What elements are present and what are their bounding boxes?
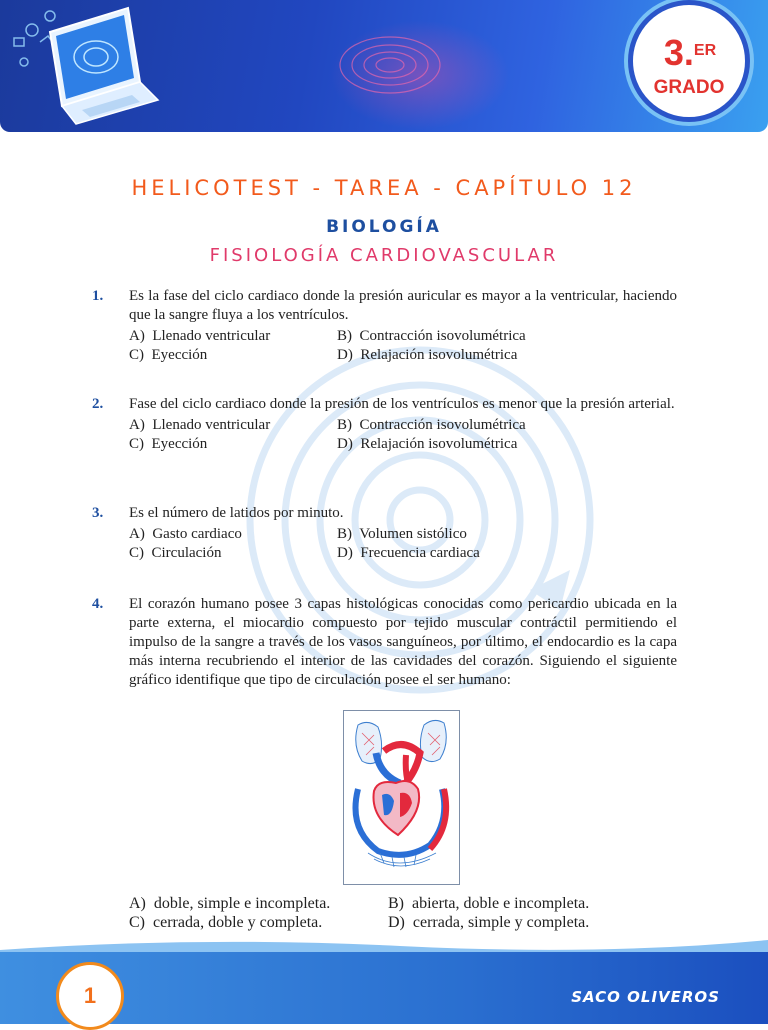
question-number: 1.: [92, 288, 104, 304]
option-a[interactable]: A) Gasto cardiaco: [129, 526, 242, 542]
brand-name: SACO OLIVEROS: [571, 988, 720, 1006]
option-c[interactable]: C) Eyección: [129, 436, 208, 452]
laptop-icon: [10, 2, 160, 128]
option-c[interactable]: C) Eyección: [129, 347, 208, 363]
question-1: [92, 287, 677, 365]
grade-word: GRADO: [653, 77, 725, 98]
question-text: Fase del ciclo cardiaco donde la presión de los ventrículos es menor que la presión arterial.: [129, 396, 675, 412]
grade-badge: [628, 0, 750, 122]
subject-title: BIOLOGÍA: [326, 217, 442, 237]
grade-number: 3.$^{ER}$: [663, 32, 717, 73]
topic-title: FISIOLOGÍA CARDIOVASCULAR: [209, 245, 559, 266]
option-d[interactable]: D) cerrada, simple y completa.: [388, 914, 590, 931]
options: [129, 525, 677, 563]
option-b[interactable]: B) Contracción isovolumétrica: [337, 417, 526, 433]
header-banner: [0, 0, 768, 132]
option-d[interactable]: D) Frecuencia cardiaca: [337, 545, 480, 561]
option-b[interactable]: B) Contracción isovolumétrica: [337, 328, 526, 344]
question-number: 4.: [92, 596, 104, 612]
option-b[interactable]: B) Volumen sistólico: [337, 526, 467, 542]
question-number: 3.: [92, 505, 104, 521]
question-3: [92, 504, 677, 563]
options: [129, 416, 677, 454]
banner-spiral: [330, 25, 450, 105]
question-2: [92, 395, 677, 454]
circulation-diagram: [343, 710, 460, 885]
heart-circulation-image: [344, 711, 459, 884]
question-4: [92, 595, 677, 690]
option-c[interactable]: C) Circulación: [129, 545, 222, 561]
option-a[interactable]: A) Llenado ventricular: [129, 328, 271, 344]
question-text: Es el número de latidos por minuto.: [129, 505, 344, 521]
option-d[interactable]: D) Relajación isovolumétrica: [337, 436, 518, 452]
options: [129, 327, 677, 365]
option-b[interactable]: B) abierta, doble e incompleta.: [388, 895, 590, 912]
page-number: 1: [56, 962, 124, 1030]
option-a[interactable]: A) Llenado ventricular: [129, 417, 271, 433]
question-number: 2.: [92, 396, 104, 412]
question-text: El corazón humano posee 3 capas histológicas conocidas como pericardio ubicada en la parte externa, el miocardio compuesto por tejido muscular contráctil permitiendo el impulso de la sangre a través de los vasos sanguíneos, por último, el endocardio es la capa más interna recubriendo el interior de las cavidades del corazón. Siguiendo el siguiente gráfico identifique que tipo de circulación posee el ser humano:: [129, 596, 677, 688]
page-title: HELICOTEST - TAREA - CAPÍTULO 12: [131, 176, 637, 200]
option-d[interactable]: D) Relajación isovolumétrica: [337, 347, 518, 363]
question-text: Es la fase del ciclo cardiaco donde la presión auricular es mayor a la ventricular, haciendo que la sangre fluya a los ventrículos.: [129, 288, 677, 323]
option-c[interactable]: C) cerrada, doble y completa.: [129, 914, 323, 931]
question-4-options: [129, 895, 689, 933]
option-a[interactable]: A) doble, simple e incompleta.: [129, 895, 331, 912]
grade-suffix: ER: [693, 42, 717, 59]
